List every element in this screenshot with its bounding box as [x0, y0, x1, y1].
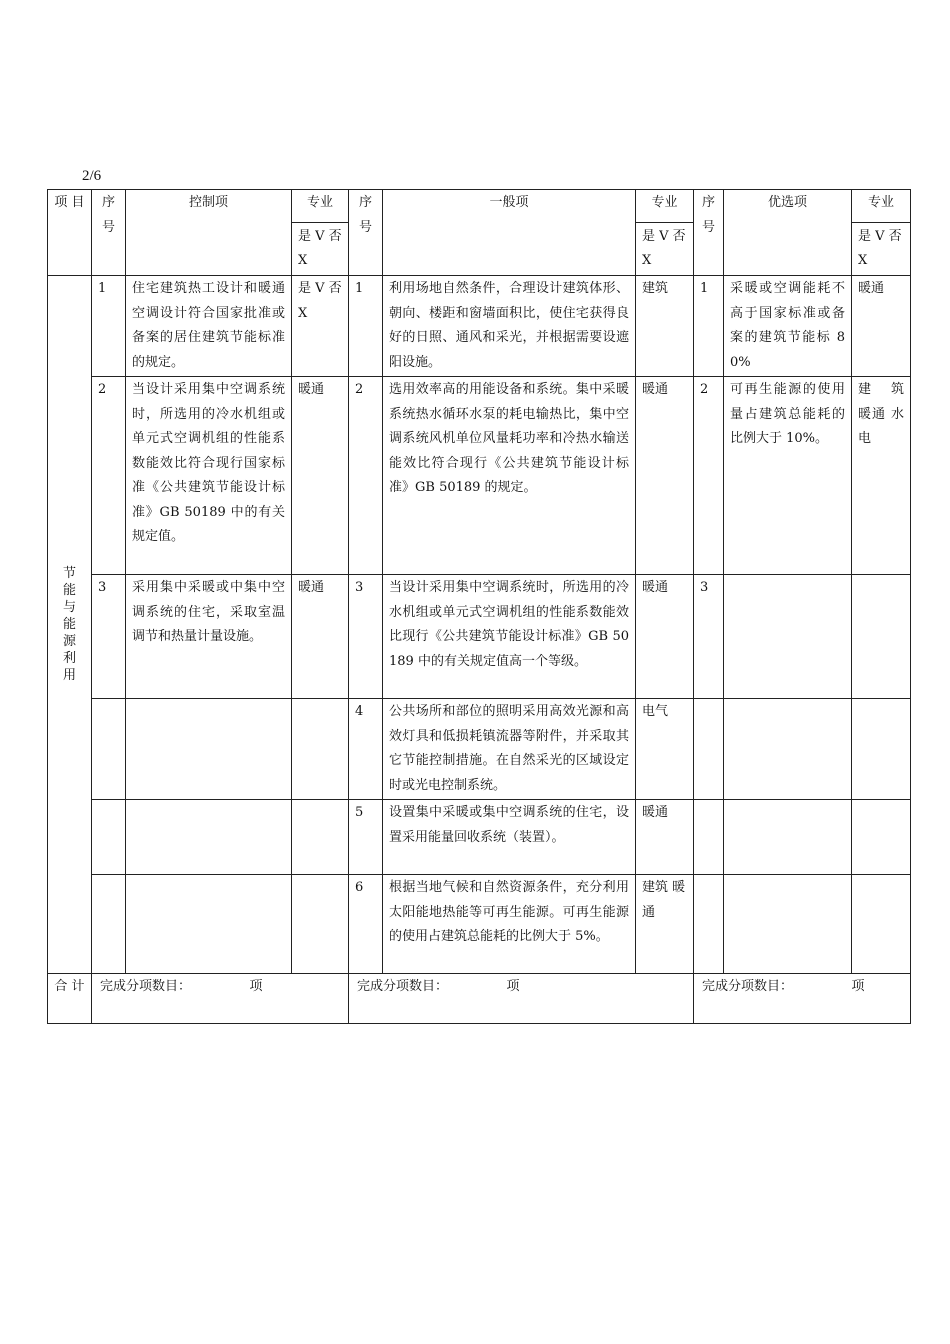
header-optional-seq: 序 号 — [694, 190, 724, 276]
category-label: 节能与能源利用 — [62, 566, 76, 683]
table-row — [48, 377, 911, 575]
general-specialty: 建筑 — [636, 276, 694, 377]
general-seq: 3 — [349, 575, 383, 699]
optional-text: 采暖或空调能耗不高于国家标准或备案的建筑节能标 80% — [724, 276, 852, 377]
header-row — [48, 190, 911, 276]
header-control-seq: 序 号 — [92, 190, 126, 276]
header-control-specialty — [292, 190, 349, 276]
control-seq — [92, 875, 126, 974]
header-optional-specialty — [852, 190, 911, 276]
total-control: 完成分项数目： 项 — [92, 974, 349, 1024]
control-specialty — [292, 875, 349, 974]
control-seq — [92, 699, 126, 800]
control-seq: 3 — [92, 575, 126, 699]
header-yes-no: 是 V 否 X — [636, 222, 693, 274]
total-row — [48, 974, 911, 1024]
table-row — [48, 699, 911, 800]
control-text — [126, 699, 292, 800]
general-seq: 2 — [349, 377, 383, 575]
table-row — [48, 875, 911, 974]
general-seq: 1 — [349, 276, 383, 377]
header-specialty-label: 专业 — [867, 195, 894, 210]
general-text: 根据当地气候和自然资源条件，充分利用太阳能地热能等可再生能源。可再生能源的使用占建筑总能耗的比例大于 5%。 — [383, 875, 636, 974]
optional-seq: 1 — [694, 276, 724, 377]
optional-seq — [694, 875, 724, 974]
optional-text — [724, 699, 852, 800]
control-seq: 2 — [92, 377, 126, 575]
optional-seq — [694, 699, 724, 800]
optional-specialty — [852, 800, 911, 875]
table-row — [48, 276, 911, 377]
optional-seq: 3 — [694, 575, 724, 699]
total-optional: 完成分项数目： 项 — [694, 974, 911, 1024]
header-yes-no: 是 V 否 X — [852, 222, 910, 274]
total-label: 合 计 — [48, 974, 92, 1024]
optional-text — [724, 800, 852, 875]
control-specialty: 是 V 否 X — [292, 276, 349, 377]
control-text — [126, 875, 292, 974]
optional-text — [724, 575, 852, 699]
header-general-specialty — [636, 190, 694, 276]
header-general: 一般项 — [383, 190, 636, 276]
header-specialty-label: 专业 — [306, 195, 333, 210]
energy-checklist-table — [47, 189, 911, 1024]
control-seq — [92, 800, 126, 875]
page-number: 2/6 — [82, 168, 102, 184]
optional-specialty: 暖通 — [852, 276, 911, 377]
optional-seq: 2 — [694, 377, 724, 575]
header-item: 项 目 — [48, 190, 92, 276]
optional-text — [724, 875, 852, 974]
control-seq: 1 — [92, 276, 126, 377]
general-seq: 4 — [349, 699, 383, 800]
control-text: 当设计采用集中空调系统时，所选用的冷水机组或单元式空调机组的性能系数能效比符合现行国家标准《公共建筑节能设计标准》GB 50189 中的有关规定值。 — [126, 377, 292, 575]
control-specialty — [292, 699, 349, 800]
general-seq: 5 — [349, 800, 383, 875]
optional-specialty — [852, 699, 911, 800]
category-cell — [48, 276, 92, 974]
control-text — [126, 800, 292, 875]
header-specialty-label: 专业 — [651, 195, 678, 210]
general-text: 当设计采用集中空调系统时，所选用的冷水机组或单元式空调机组的性能系数能效比现行《公共建筑节能设计标准》GB 50189 中的有关规定值高一个等级。 — [383, 575, 636, 699]
general-specialty: 建筑 暖通 — [636, 875, 694, 974]
optional-specialty — [852, 875, 911, 974]
total-general: 完成分项数目： 项 — [349, 974, 694, 1024]
header-yes-no: 是 V 否 X — [292, 222, 348, 274]
general-text: 选用效率高的用能设备和系统。集中采暖系统热水循环水泵的耗电输热比，集中空调系统风机单位风量耗功率和冷热水输送能效比符合现行《公共建筑节能设计标准》GB 50189 的规定。 — [383, 377, 636, 575]
general-text: 利用场地自然条件，合理设计建筑体形、朝向、楼距和窗墙面积比，使住宅获得良好的日照、通风和采光，并根据需要设遮阳设施。 — [383, 276, 636, 377]
table-row — [48, 800, 911, 875]
general-seq: 6 — [349, 875, 383, 974]
general-specialty: 暖通 — [636, 800, 694, 875]
control-specialty: 暖通 — [292, 377, 349, 575]
general-specialty: 暖通 — [636, 575, 694, 699]
general-specialty: 电气 — [636, 699, 694, 800]
header-optional: 优选项 — [724, 190, 852, 276]
control-text: 住宅建筑热工设计和暖通空调设计符合国家批准或备案的居住建筑节能标准的规定。 — [126, 276, 292, 377]
optional-specialty — [852, 575, 911, 699]
optional-specialty: 建 筑 暖通 水 电 — [852, 377, 911, 575]
control-specialty — [292, 800, 349, 875]
general-specialty: 暖通 — [636, 377, 694, 575]
table-row — [48, 575, 911, 699]
general-text: 公共场所和部位的照明采用高效光源和高效灯具和低损耗镇流器等附件，并采取其它节能控制措施。在自然采光的区域设定时或光电控制系统。 — [383, 699, 636, 800]
optional-text: 可再生能源的使用量占建筑总能耗的比例大于 10%。 — [724, 377, 852, 575]
optional-seq — [694, 800, 724, 875]
control-specialty: 暖通 — [292, 575, 349, 699]
control-text: 采用集中采暖或中集中空调系统的住宅，采取室温调节和热量计量设施。 — [126, 575, 292, 699]
general-text: 设置集中采暖或集中空调系统的住宅，设置采用能量回收系统（装置）。 — [383, 800, 636, 875]
header-control: 控制项 — [126, 190, 292, 276]
header-general-seq: 序 号 — [349, 190, 383, 276]
